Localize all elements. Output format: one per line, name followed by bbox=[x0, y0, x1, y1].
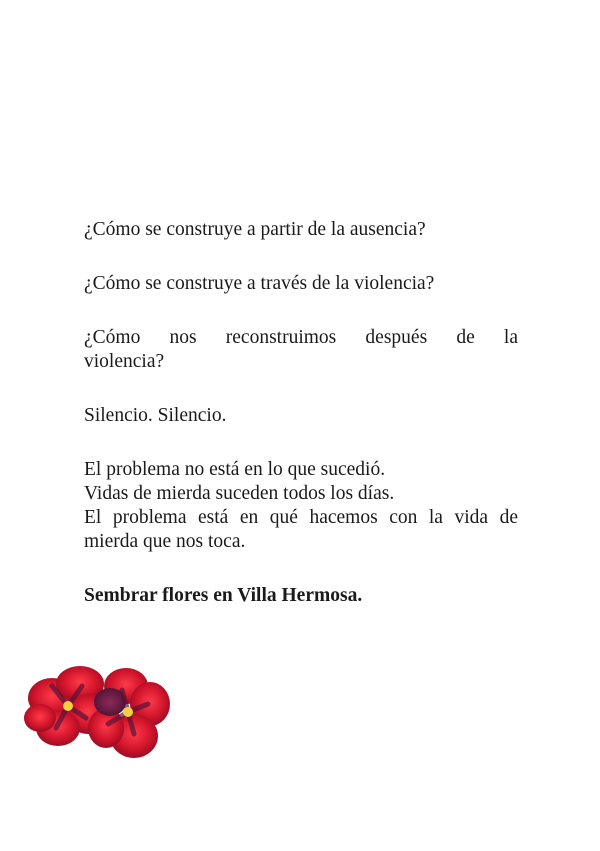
problem-line-4: mierda que nos toca. bbox=[84, 531, 246, 552]
problem-line-2: Vidas de mierda suceden todos los días. bbox=[84, 483, 395, 504]
silence-text: Silencio. Silencio. bbox=[84, 405, 227, 426]
question-violence-text: ¿Cómo se construye a través de la violencia? bbox=[84, 273, 435, 294]
red-geranium-flowers-icon bbox=[22, 658, 172, 766]
poem-text bbox=[84, 218, 518, 638]
silence-line bbox=[84, 404, 518, 428]
question-rebuild-line-2: violencia? bbox=[84, 351, 165, 372]
closing-text: Sembrar flores en Villa Hermosa. bbox=[84, 585, 363, 606]
problem-line-1: El problema no está en lo que sucedió. bbox=[84, 459, 386, 480]
question-absence-text: ¿Cómo se construye a partir de la ausencia? bbox=[84, 219, 426, 240]
problem-paragraph bbox=[84, 458, 518, 554]
question-rebuild-line-1: ¿Cómo nos reconstruimos después de la bbox=[84, 327, 518, 348]
question-rebuild bbox=[84, 326, 518, 374]
question-violence bbox=[84, 272, 518, 296]
closing-line bbox=[84, 584, 518, 608]
question-absence bbox=[84, 218, 518, 242]
problem-line-3: El problema está en qué hacemos con la vida de bbox=[84, 507, 518, 528]
